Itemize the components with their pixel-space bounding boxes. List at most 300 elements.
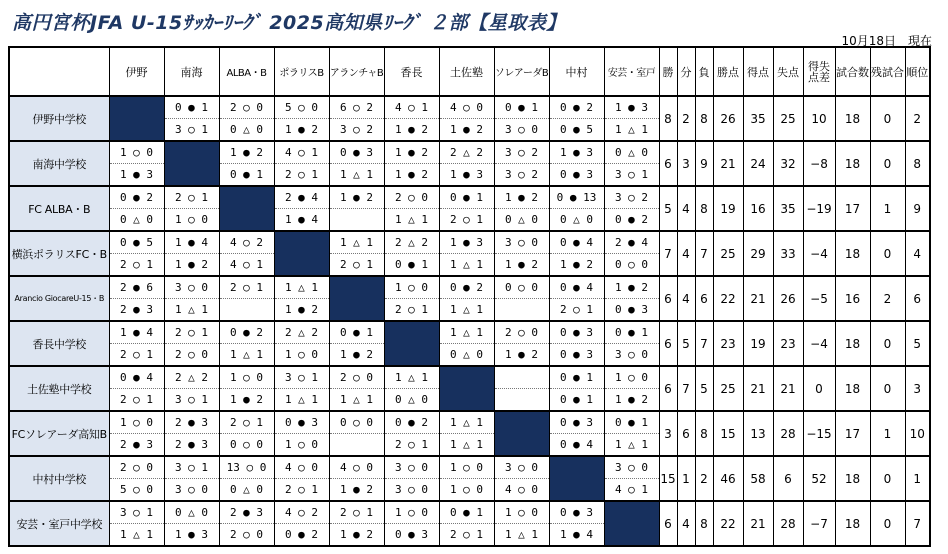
result-second-leg: 1 ● 2	[439, 119, 494, 142]
stat-value: 4	[905, 231, 930, 276]
stat-value: 33	[773, 231, 803, 276]
result-second-leg: 1 ● 4	[274, 209, 329, 232]
result-first-leg: 3 ○ 0	[494, 456, 549, 479]
result-second-leg: 1 ● 2	[549, 254, 604, 277]
self-match-cell	[219, 186, 274, 231]
stat-header: 得失点差	[803, 47, 835, 96]
stat-value: 4	[677, 276, 695, 321]
stat-value: 28	[773, 411, 803, 456]
stat-value: 6	[659, 321, 677, 366]
result-second-leg: 2 ○ 1	[109, 389, 164, 412]
stat-value: 4	[677, 501, 695, 546]
stat-value: 1	[870, 186, 905, 231]
stat-value: 23	[713, 321, 743, 366]
stat-value: 10	[905, 411, 930, 456]
result-second-leg: 0 △ 0	[219, 119, 274, 142]
result-first-leg: 0 ● 13	[549, 186, 604, 209]
team-name: 中村中学校	[9, 456, 109, 501]
stat-value: −19	[803, 186, 835, 231]
stat-value: 7	[695, 321, 713, 366]
stat-value: 24	[743, 141, 773, 186]
stat-value: 1	[870, 411, 905, 456]
result-first-leg: 1 ● 2	[494, 186, 549, 209]
result-second-leg: 1 △ 1	[274, 389, 329, 412]
result-first-leg: 0 ● 4	[109, 366, 164, 389]
result-second-leg	[494, 299, 549, 322]
result-first-leg: 0 ● 2	[549, 96, 604, 119]
stat-header: 順位	[905, 47, 930, 96]
stat-value: 22	[713, 276, 743, 321]
page-title: 高円宮杯JFA U-15ｻｯｶｰﾘｰｸﾞ 2025高知県ﾘｰｸﾞ ２部【星取表】	[12, 12, 566, 34]
stat-value: 4	[677, 231, 695, 276]
result-first-leg: 0 ● 3	[549, 321, 604, 344]
result-second-leg: 0 ● 3	[604, 299, 659, 322]
result-second-leg: 1 △ 1	[439, 254, 494, 277]
stat-value: 13	[743, 411, 773, 456]
result-second-leg: 2 ○ 1	[109, 254, 164, 277]
stat-value: 21	[773, 366, 803, 411]
result-first-leg: 4 ○ 1	[384, 96, 439, 119]
stat-value: 22	[713, 501, 743, 546]
result-first-leg: 0 ● 5	[109, 231, 164, 254]
result-second-leg: 1 ○ 0	[164, 209, 219, 232]
result-first-leg: 2 ● 3	[219, 501, 274, 524]
result-first-leg: 1 △ 1	[384, 366, 439, 389]
result-second-leg: 2 ● 3	[164, 434, 219, 457]
result-first-leg: 3 ○ 1	[164, 456, 219, 479]
result-first-leg: 1 ● 4	[164, 231, 219, 254]
team-name: 伊野中学校	[9, 96, 109, 141]
team-row	[9, 141, 930, 164]
result-first-leg: 1 △ 1	[439, 321, 494, 344]
result-first-leg: 0 ● 1	[164, 96, 219, 119]
self-match-cell	[604, 501, 659, 546]
stat-value: 26	[773, 276, 803, 321]
result-second-leg: 1 ● 2	[384, 119, 439, 142]
result-first-leg: 1 △ 1	[329, 231, 384, 254]
stat-value: 7	[677, 366, 695, 411]
result-first-leg: 1 ● 3	[604, 96, 659, 119]
stat-value: 6	[695, 276, 713, 321]
stat-value: 18	[835, 366, 870, 411]
stat-header: 試合数	[835, 47, 870, 96]
opponent-header: ソレアーダB	[494, 47, 549, 96]
result-second-leg: 1 ● 4	[549, 524, 604, 547]
stat-value: 0	[870, 321, 905, 366]
result-second-leg: 1 ○ 0	[274, 344, 329, 367]
result-second-leg: 4 ○ 0	[494, 479, 549, 502]
stat-value: −8	[803, 141, 835, 186]
opponent-header: ALBA・B	[219, 47, 274, 96]
team-row	[9, 231, 930, 254]
stat-value: 18	[835, 501, 870, 546]
result-second-leg: 4 ○ 1	[219, 254, 274, 277]
opponent-header: 香長	[384, 47, 439, 96]
stat-value: 4	[677, 186, 695, 231]
result-first-leg: 3 ○ 0	[384, 456, 439, 479]
stat-header: 得点	[743, 47, 773, 96]
result-second-leg: 1 ● 2	[329, 524, 384, 547]
result-first-leg: 1 ● 2	[604, 276, 659, 299]
stat-value: 7	[659, 231, 677, 276]
result-second-leg: 1 △ 1	[384, 209, 439, 232]
result-first-leg: 1 ● 2	[384, 141, 439, 164]
result-first-leg: 2 ○ 1	[219, 411, 274, 434]
stat-value: −4	[803, 231, 835, 276]
stat-value: 5	[905, 321, 930, 366]
result-first-leg: 0 ● 1	[549, 366, 604, 389]
result-first-leg: 0 ● 1	[439, 186, 494, 209]
result-first-leg: 1 ○ 0	[109, 141, 164, 164]
stat-value: 5	[695, 366, 713, 411]
result-first-leg: 4 ○ 0	[329, 456, 384, 479]
result-first-leg: 2 ○ 1	[164, 321, 219, 344]
result-second-leg: 2 ○ 0	[164, 344, 219, 367]
stat-value: 5	[677, 321, 695, 366]
stat-value: −7	[803, 501, 835, 546]
stat-value: 2	[677, 96, 695, 141]
stat-value: 0	[870, 456, 905, 501]
result-second-leg	[494, 389, 549, 412]
result-first-leg: 1 ○ 0	[439, 456, 494, 479]
result-first-leg: 1 ○ 0	[604, 366, 659, 389]
result-first-leg: 3 ○ 0	[164, 276, 219, 299]
result-second-leg: 1 △ 1	[439, 299, 494, 322]
self-match-cell	[384, 321, 439, 366]
team-name: Arancio GiocareU-15・B	[9, 276, 109, 321]
stat-value: 8	[695, 411, 713, 456]
result-first-leg: 0 ● 2	[219, 321, 274, 344]
result-second-leg: 1 △ 1	[494, 524, 549, 547]
result-first-leg: 2 ○ 0	[494, 321, 549, 344]
result-first-leg: 4 ○ 0	[439, 96, 494, 119]
result-second-leg: 2 ○ 1	[274, 479, 329, 502]
result-second-leg: 1 ● 2	[384, 164, 439, 187]
standings-table	[8, 46, 931, 547]
result-second-leg: 2 ● 3	[109, 299, 164, 322]
result-second-leg: 2 ○ 1	[549, 299, 604, 322]
stat-value: 3	[659, 411, 677, 456]
stat-value: 8	[695, 501, 713, 546]
result-first-leg: 4 ○ 2	[219, 231, 274, 254]
result-second-leg	[329, 434, 384, 457]
stat-value: 2	[905, 96, 930, 141]
opponent-header: 中村	[549, 47, 604, 96]
result-second-leg: 1 ● 2	[494, 254, 549, 277]
self-match-cell	[329, 276, 384, 321]
result-second-leg: 3 ○ 0	[604, 344, 659, 367]
result-second-leg: 2 ○ 1	[109, 344, 164, 367]
self-match-cell	[494, 411, 549, 456]
stat-value: 52	[803, 456, 835, 501]
result-second-leg: 0 ● 5	[549, 119, 604, 142]
result-second-leg: 2 ○ 1	[274, 164, 329, 187]
team-row	[9, 276, 930, 299]
result-first-leg: 2 ○ 0	[219, 96, 274, 119]
as-of-label: 現在	[907, 34, 932, 48]
result-first-leg: 0 ○ 0	[329, 411, 384, 434]
stat-header: 負	[695, 47, 713, 96]
result-second-leg: 1 ○ 0	[439, 479, 494, 502]
stat-value: 5	[659, 186, 677, 231]
result-second-leg: 2 ○ 1	[439, 524, 494, 547]
result-second-leg: 0 △ 0	[439, 344, 494, 367]
team-row	[9, 366, 930, 389]
result-first-leg: 4 ○ 0	[274, 456, 329, 479]
stat-value: 6	[659, 501, 677, 546]
result-first-leg: 0 △ 0	[604, 141, 659, 164]
self-match-cell	[439, 366, 494, 411]
result-first-leg: 1 △ 1	[439, 411, 494, 434]
stat-value: 46	[713, 456, 743, 501]
stat-value: 26	[713, 96, 743, 141]
result-second-leg: 0 ● 3	[384, 524, 439, 547]
stat-value: 8	[659, 96, 677, 141]
result-first-leg: 0 ● 2	[109, 186, 164, 209]
result-first-leg: 2 △ 2	[439, 141, 494, 164]
result-second-leg: 0 △ 0	[384, 389, 439, 412]
stat-value: 8	[695, 186, 713, 231]
stat-value: 0	[870, 96, 905, 141]
team-name: 土佐塾中学校	[9, 366, 109, 411]
stat-value: 10	[803, 96, 835, 141]
result-first-leg	[494, 366, 549, 389]
stat-value: 18	[835, 321, 870, 366]
result-first-leg: 0 ● 3	[329, 141, 384, 164]
team-name: 南海中学校	[9, 141, 109, 186]
stat-value: 6	[677, 411, 695, 456]
self-match-cell	[164, 141, 219, 186]
stat-value: 2	[695, 456, 713, 501]
result-first-leg: 0 ● 1	[604, 411, 659, 434]
team-row	[9, 456, 930, 479]
team-name: 横浜ポラリスFC・B	[9, 231, 109, 276]
stat-value: 0	[870, 231, 905, 276]
result-second-leg: 1 △ 1	[439, 434, 494, 457]
result-first-leg: 0 ● 1	[494, 96, 549, 119]
result-second-leg: 2 ○ 0	[219, 524, 274, 547]
stat-value: −5	[803, 276, 835, 321]
result-first-leg: 1 ○ 0	[219, 366, 274, 389]
stat-value: 9	[695, 141, 713, 186]
result-second-leg: 0 ● 1	[384, 254, 439, 277]
opponent-header: 安芸・室戸	[604, 47, 659, 96]
result-second-leg: 2 ○ 1	[439, 209, 494, 232]
as-of-date-value: 10月18日	[841, 34, 896, 48]
stat-value: 19	[743, 321, 773, 366]
stat-value: 29	[743, 231, 773, 276]
stat-value: 2	[870, 276, 905, 321]
stat-header: 残試合	[870, 47, 905, 96]
result-second-leg: 1 ● 3	[109, 164, 164, 187]
stat-value: 8	[695, 96, 713, 141]
result-second-leg: 1 ● 2	[274, 119, 329, 142]
result-first-leg: 0 ● 1	[604, 321, 659, 344]
result-second-leg: 1 ● 2	[219, 389, 274, 412]
result-first-leg: 3 ○ 1	[274, 366, 329, 389]
result-second-leg: 0 ○ 0	[219, 434, 274, 457]
result-second-leg: 1 △ 1	[604, 119, 659, 142]
team-name: FCソレアーダ高知B	[9, 411, 109, 456]
result-first-leg: 1 ● 3	[549, 141, 604, 164]
opponent-header: 南海	[164, 47, 219, 96]
stat-value: 16	[835, 276, 870, 321]
result-first-leg: 2 ● 6	[109, 276, 164, 299]
header-row	[9, 47, 930, 96]
stat-value: 6	[659, 141, 677, 186]
result-second-leg: 3 ○ 1	[604, 164, 659, 187]
stat-value: 3	[905, 366, 930, 411]
stat-value: 18	[835, 231, 870, 276]
result-second-leg: 1 ● 2	[494, 344, 549, 367]
result-first-leg: 1 ○ 0	[494, 501, 549, 524]
stat-value: 19	[713, 186, 743, 231]
result-second-leg: 2 ○ 1	[329, 254, 384, 277]
stat-value: 0	[870, 141, 905, 186]
opponent-header: 伊野	[109, 47, 164, 96]
result-first-leg: 0 ● 2	[439, 276, 494, 299]
result-first-leg: 3 ○ 2	[494, 141, 549, 164]
stat-value: 6	[905, 276, 930, 321]
team-name: 安芸・室戸中学校	[9, 501, 109, 546]
result-second-leg: 3 ○ 1	[164, 389, 219, 412]
result-second-leg: 2 ● 3	[109, 434, 164, 457]
stat-value: 1	[677, 456, 695, 501]
result-first-leg: 2 ● 4	[274, 186, 329, 209]
result-second-leg: 1 ● 2	[274, 299, 329, 322]
stat-header: 勝	[659, 47, 677, 96]
team-row	[9, 96, 930, 119]
result-first-leg: 13 ○ 0	[219, 456, 274, 479]
result-first-leg: 2 ○ 0	[109, 456, 164, 479]
result-first-leg: 3 ○ 1	[109, 501, 164, 524]
result-second-leg: 3 ○ 1	[164, 119, 219, 142]
stat-value: −15	[803, 411, 835, 456]
result-first-leg: 2 ○ 0	[329, 366, 384, 389]
stat-value: 15	[659, 456, 677, 501]
result-second-leg: 0 △ 0	[109, 209, 164, 232]
result-first-leg: 0 ● 3	[274, 411, 329, 434]
stat-value: 21	[743, 276, 773, 321]
stat-value: 9	[905, 186, 930, 231]
result-second-leg	[329, 209, 384, 232]
self-match-cell	[274, 231, 329, 276]
result-second-leg: 0 ● 3	[549, 164, 604, 187]
result-second-leg: 1 △ 1	[219, 344, 274, 367]
result-first-leg: 2 ○ 1	[164, 186, 219, 209]
stat-value: 0	[870, 501, 905, 546]
result-first-leg: 0 ● 4	[549, 276, 604, 299]
stat-value: 21	[743, 501, 773, 546]
result-first-leg: 0 ● 2	[384, 411, 439, 434]
stat-value: 15	[713, 411, 743, 456]
opponent-header: アランチャB	[329, 47, 384, 96]
team-row	[9, 321, 930, 344]
result-first-leg: 0 △ 0	[164, 501, 219, 524]
result-first-leg: 5 ○ 0	[274, 96, 329, 119]
stat-value: 8	[905, 141, 930, 186]
stat-value: 16	[743, 186, 773, 231]
stat-value: 3	[677, 141, 695, 186]
result-first-leg: 1 ○ 0	[109, 411, 164, 434]
result-second-leg: 5 ○ 0	[109, 479, 164, 502]
result-first-leg: 2 ○ 1	[219, 276, 274, 299]
stat-value: 25	[773, 96, 803, 141]
team-row	[9, 501, 930, 524]
stat-value: 21	[713, 141, 743, 186]
result-first-leg: 0 ● 4	[549, 231, 604, 254]
stat-value: 6	[773, 456, 803, 501]
team-name: 香長中学校	[9, 321, 109, 366]
result-first-leg: 6 ○ 2	[329, 96, 384, 119]
result-first-leg: 1 ● 2	[329, 186, 384, 209]
result-first-leg: 2 ○ 0	[384, 186, 439, 209]
result-first-leg: 3 ○ 2	[604, 186, 659, 209]
stat-value: 17	[835, 186, 870, 231]
stat-value: 21	[743, 366, 773, 411]
result-second-leg: 1 △ 1	[604, 434, 659, 457]
result-second-leg: 4 ○ 1	[604, 479, 659, 502]
team-name: FC ALBA・B	[9, 186, 109, 231]
result-second-leg: 0 △ 0	[219, 479, 274, 502]
result-second-leg: 0 ● 2	[274, 524, 329, 547]
result-first-leg: 1 ○ 0	[384, 276, 439, 299]
team-row	[9, 186, 930, 209]
result-first-leg: 0 ● 3	[549, 411, 604, 434]
result-first-leg: 1 ○ 0	[384, 501, 439, 524]
stat-value: 6	[659, 366, 677, 411]
result-second-leg: 1 △ 1	[109, 524, 164, 547]
stat-value: 7	[905, 501, 930, 546]
stat-value: 58	[743, 456, 773, 501]
self-match-cell	[549, 456, 604, 501]
result-first-leg: 0 ● 1	[329, 321, 384, 344]
corner-cell	[9, 47, 109, 96]
stat-value: 17	[835, 411, 870, 456]
stat-value: 32	[773, 141, 803, 186]
result-second-leg: 3 ○ 2	[494, 164, 549, 187]
result-second-leg: 1 △ 1	[164, 299, 219, 322]
stat-header: 勝点	[713, 47, 743, 96]
stat-value: 35	[773, 186, 803, 231]
result-second-leg: 0 △ 0	[494, 209, 549, 232]
result-second-leg: 2 ○ 1	[384, 299, 439, 322]
stat-value: 18	[835, 456, 870, 501]
result-second-leg: 0 ● 4	[549, 434, 604, 457]
stat-value: −4	[803, 321, 835, 366]
result-second-leg: 2 ○ 1	[384, 434, 439, 457]
stat-header: 分	[677, 47, 695, 96]
result-first-leg: 1 ● 2	[219, 141, 274, 164]
result-second-leg: 0 ● 1	[549, 389, 604, 412]
stat-header: 失点	[773, 47, 803, 96]
result-second-leg: 1 △ 1	[329, 389, 384, 412]
result-second-leg: 0 ○ 0	[604, 254, 659, 277]
stat-value: 18	[835, 141, 870, 186]
result-first-leg: 2 △ 2	[274, 321, 329, 344]
stat-value: 25	[713, 231, 743, 276]
result-first-leg: 2 ● 4	[604, 231, 659, 254]
result-first-leg: 2 △ 2	[164, 366, 219, 389]
opponent-header: ポラリスB	[274, 47, 329, 96]
result-first-leg: 0 ● 3	[549, 501, 604, 524]
result-second-leg: 1 ● 3	[164, 524, 219, 547]
result-second-leg: 3 ○ 0	[164, 479, 219, 502]
result-second-leg: 1 ● 3	[439, 164, 494, 187]
result-second-leg: 1 ● 2	[604, 389, 659, 412]
result-first-leg: 1 ● 3	[439, 231, 494, 254]
stat-value: 0	[870, 366, 905, 411]
